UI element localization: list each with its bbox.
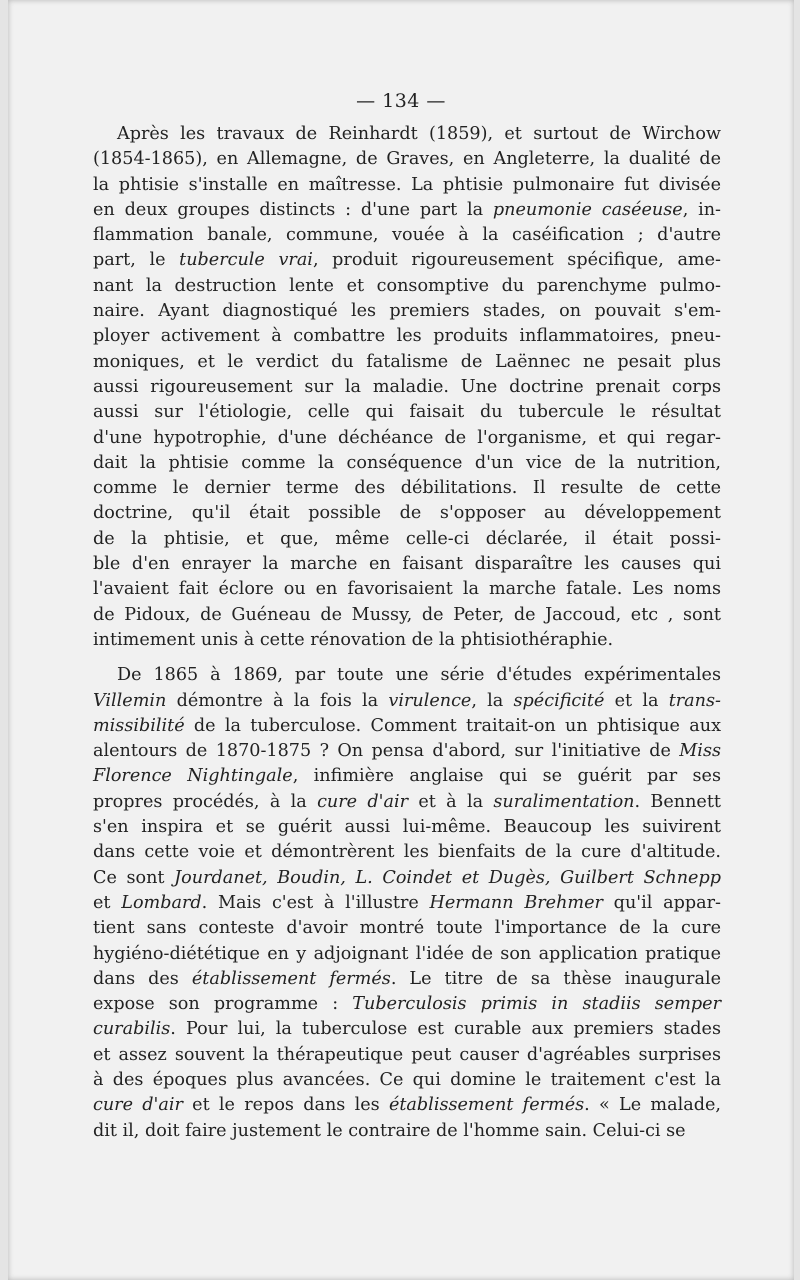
text-line: alentours de 1870-1875 ? On pensa d'abord, sur l'initiative de Miss (93, 741, 721, 762)
text-line: dans cette voie et démontrèrent les bienfaits de la cure d'altitude. (93, 842, 721, 863)
paragraph (93, 663, 721, 1144)
text-line: à des époques plus avancées. Ce qui domine le traitement c'est la (93, 1069, 721, 1090)
text-line: intimement unis à cette rénovation de la phtisiothéraphie. (93, 629, 614, 650)
text-line: (1854-1865), en Allemagne, de Graves, en Angleterre, la dualité de (93, 149, 721, 170)
text-line: aussi rigoureusement sur la maladie. Une doctrine prenait corps (93, 376, 721, 397)
text-line: moniques, et le verdict du fatalisme de Laënnec ne pesait plus (93, 351, 721, 372)
text-line: Après les travaux de Reinhardt (1859), et surtout de Wirchow (117, 124, 721, 144)
text-line: l'avaient fait éclore ou en favorisaient la marche fatale. Les noms (93, 579, 721, 600)
text-line: cure d'air et le repos dans les établissement fermés. « Le malade, (93, 1095, 721, 1116)
text-line: aussi sur l'étiologie, celle qui faisait du tubercule le résultat (93, 402, 721, 423)
page-number: — 134 — (356, 90, 446, 112)
text-line: Ce sont Jourdanet, Boudin, L. Coindet et Dugès, Guilbert Schnepp (93, 867, 721, 888)
text-line: dait la phtisie comme la conséquence d'un vice de la nutrition, (93, 452, 721, 473)
text-line: la phtisie s'installe en maîtresse. La phtisie pulmonaire fut divisée (93, 174, 721, 195)
text-line: Florence Nightingale, infimière anglaise qui se guérit par ses (93, 766, 721, 787)
text-line: nant la destruction lente et consomptive du parenchyme pulmo- (93, 275, 721, 296)
text-line: missibilité de la tuberculose. Comment traitait-on un phtisique aux (93, 715, 721, 736)
text-line: de Pidoux, de Guéneau de Mussy, de Peter, de Jaccoud, etc , sont (93, 604, 721, 625)
text-line: et assez souvent la thérapeutique peut causer d'agréables surprises (93, 1044, 721, 1065)
book-page (8, 0, 794, 1280)
text-line: De 1865 à 1869, par toute une série d'études expérimentales (117, 665, 721, 686)
text-line: ployer activement à combattre les produits inflammatoires, pneu- (93, 326, 721, 347)
text-line: dans des établissement fermés. Le titre de sa thèse inaugurale (93, 968, 721, 989)
text-line: ble d'en enrayer la marche en faisant disparaître les causes qui (93, 554, 721, 575)
text-line: part, le tubercule vrai, produit rigoureusement spécifique, ame- (93, 250, 721, 271)
text-line: d'une hypotrophie, d'une déchéance de l'organisme, et qui regar- (93, 427, 721, 448)
text-line: hygiéno-diététique en y adjoignant l'idée de son application pratique (93, 943, 721, 964)
text-line: et Lombard. Mais c'est à l'illustre Hermann Brehmer qu'il appar- (93, 892, 721, 913)
body-text (93, 122, 721, 1144)
text-line: de la phtisie, et que, même celle-ci déclarée, il était possi- (93, 528, 721, 549)
text-line: dit il, doit faire justement le contraire de l'homme sain. Celui-ci se (93, 1120, 686, 1141)
text-line: comme le dernier terme des débilitations. Il resulte de cette (93, 478, 721, 499)
text-line: s'en inspira et se guérit aussi lui-même. Beaucoup les suivirent (93, 817, 721, 838)
text-line: naire. Ayant diagnostiqué les premiers stades, on pouvait s'em- (93, 301, 721, 322)
text-line: tient sans conteste d'avoir montré toute l'importance de la cure (93, 918, 721, 939)
text-line: propres procédés, à la cure d'air et à la suralimentation. Bennett (93, 791, 721, 812)
text-line: en deux groupes distincts : d'une part la pneumonie caséeuse, in- (93, 199, 722, 220)
text-line: curabilis. Pour lui, la tuberculose est curable aux premiers stades (93, 1019, 721, 1040)
paragraph (93, 122, 721, 653)
text-line: Villemin démontre à la fois la virulence, la spécificité et la trans- (93, 690, 721, 711)
text-line: expose son programme : Tuberculosis primis in stadiis semper (93, 994, 721, 1015)
text-line: flammation banale, commune, vouée à la caséification ; d'autre (93, 225, 721, 246)
text-line: doctrine, qu'il était possible de s'opposer au développement (93, 503, 721, 524)
